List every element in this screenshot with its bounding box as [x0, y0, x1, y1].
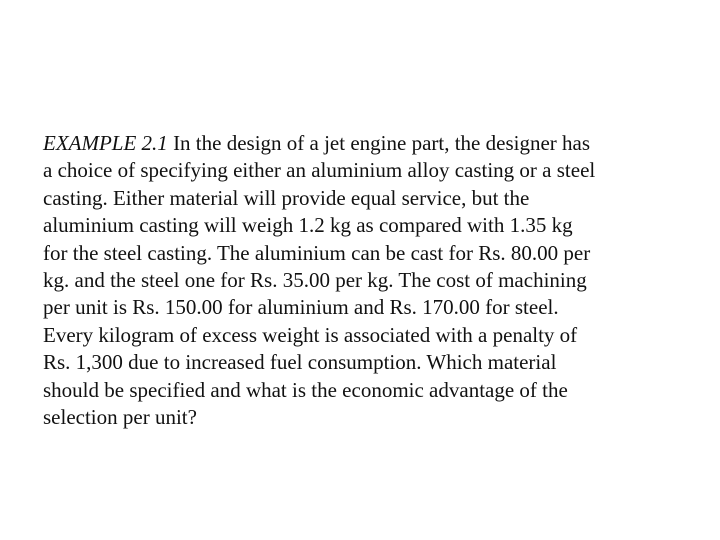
- example-problem-text: [43, 130, 683, 431]
- text-line-segment: In the design of a jet engine part, the designer has: [167, 131, 591, 155]
- text-line: selection per unit?: [43, 405, 197, 430]
- text-line: Rs. 1,300 due to increased fuel consumption. Which material: [43, 350, 557, 375]
- text-line: [43, 130, 683, 157]
- text-line: a choice of specifying either an aluminium alloy casting or a steel: [43, 158, 596, 183]
- text-line: aluminium casting will weigh 1.2 kg as compared with 1.35 kg: [43, 213, 573, 238]
- text-line: per unit is Rs. 150.00 for aluminium and Rs. 170.00 for steel.: [43, 295, 559, 320]
- example-label: EXAMPLE 2.1: [43, 131, 168, 155]
- text-line: should be specified and what is the economic advantage of the: [43, 377, 568, 402]
- text-line: casting. Either material will provide equal service, but the: [43, 185, 530, 210]
- text-line: for the steel casting. The aluminium can be cast for Rs. 80.00 per: [43, 240, 591, 265]
- text-line: kg. and the steel one for Rs. 35.00 per kg. The cost of machining: [43, 268, 587, 293]
- text-line: Every kilogram of excess weight is associated with a penalty of: [43, 322, 578, 347]
